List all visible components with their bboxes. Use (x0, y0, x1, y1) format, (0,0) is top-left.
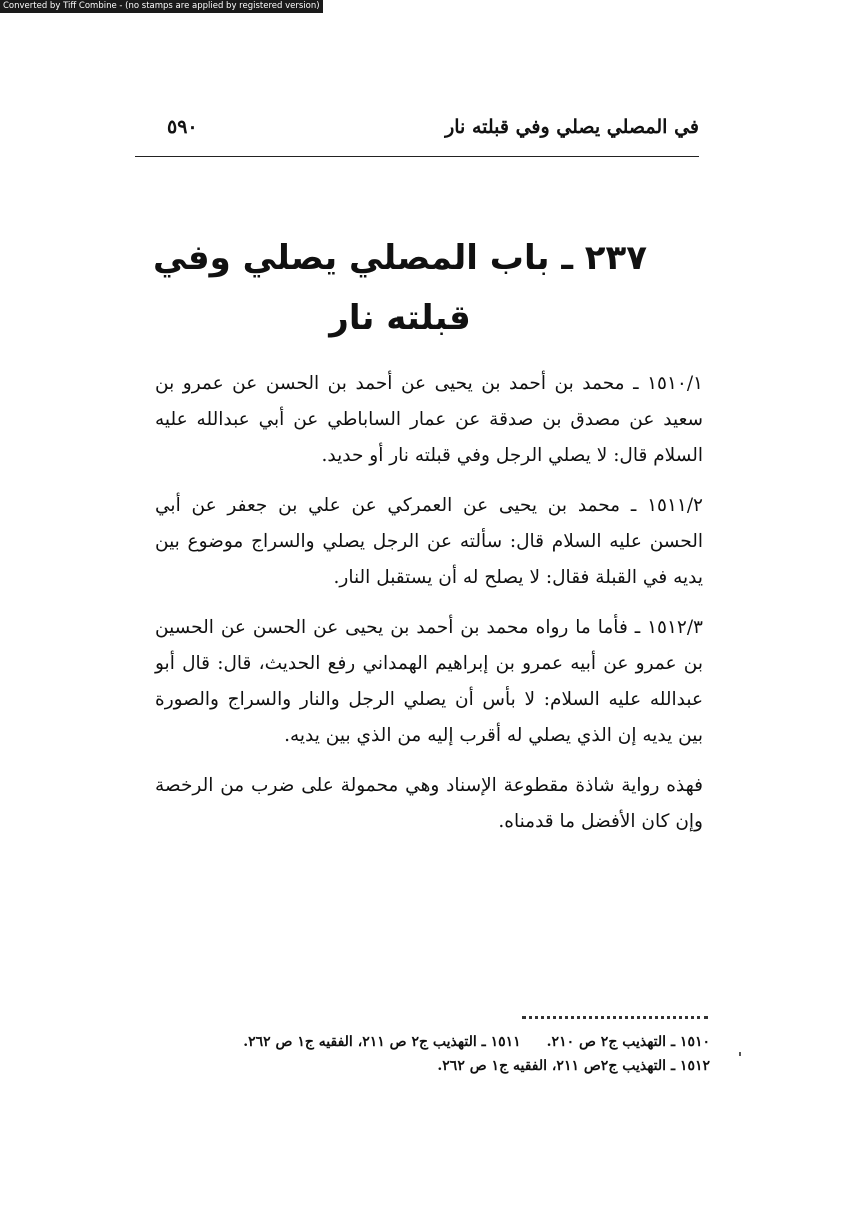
header-divider (135, 156, 699, 157)
footnote-1510: ١٥١٠ ـ التهذيب ج٢ ص ٢١٠. (546, 1034, 710, 1050)
footnote-separator (522, 1016, 708, 1027)
hadith-paragraph-1510: ١٥١٠/١ ـ محمد بن أحمد بن يحيى عن أحمد بن الحسن عن عمرو بن سعيد عن مصدق بن صدقة عن عمار الساباطي عن أبي عبدالله عليه السلام قال: لا يصلي الرجل وفي قبلته نار أو حديد. (155, 373, 703, 466)
conversion-watermark: Converted by Tiff Combine - (no stamps are applied by registered version) (0, 0, 323, 13)
body-text (155, 366, 703, 854)
footnote-line-1 (190, 1030, 710, 1054)
hadith-paragraph-1512: ١٥١٢/٣ ـ فأما ما رواه محمد بن أحمد بن يحيى عن الحسن عن الحسين بن عمرو عن أبيه عمرو بن إبراهيم الهمداني رفع الحديث، قال: قال أبو عبدالله عليه السلام: لا بأس أن يصلي الرجل والنار والسراج والصورة بين يديه إن الذي يصلي له أقرب إليه من الذي بين يديه. (155, 617, 703, 746)
footnote-1512: ١٥١٢ ـ التهذيب ج٢ص ٢١١، الفقيه ج١ ص ٢٦٢. (437, 1058, 710, 1074)
footnotes (190, 1030, 710, 1078)
footnote-1511: ١٥١١ ـ التهذيب ج٢ ص ٢١١، الفقيه ج١ ص ٢٦٢. (243, 1034, 521, 1050)
footnote-line-2 (190, 1054, 710, 1078)
chapter-title: ٢٣٧ ـ باب المصلي يصلي وفي قبلته نار (152, 238, 648, 338)
scan-speck (739, 1052, 741, 1056)
page-header (135, 112, 699, 154)
running-title: في المصلي يصلي وفي قبلته نار (445, 116, 699, 138)
hadith-paragraph-1511: ١٥١١/٢ ـ محمد بن يحيى عن العمركي عن علي بن جعفر عن أبي الحسن عليه السلام قال: سألته عن الرجل يصلي والسراج موضوع بين يديه في القبلة فقال: لا يصلح له أن يستقبل النار. (155, 495, 703, 588)
page-number: ٥٩٠ (167, 116, 198, 138)
commentary-paragraph: فهذه رواية شاذة مقطوعة الإسناد وهي محمولة على ضرب من الرخصة وإن كان الأفضل ما قدمناه. (155, 775, 703, 832)
